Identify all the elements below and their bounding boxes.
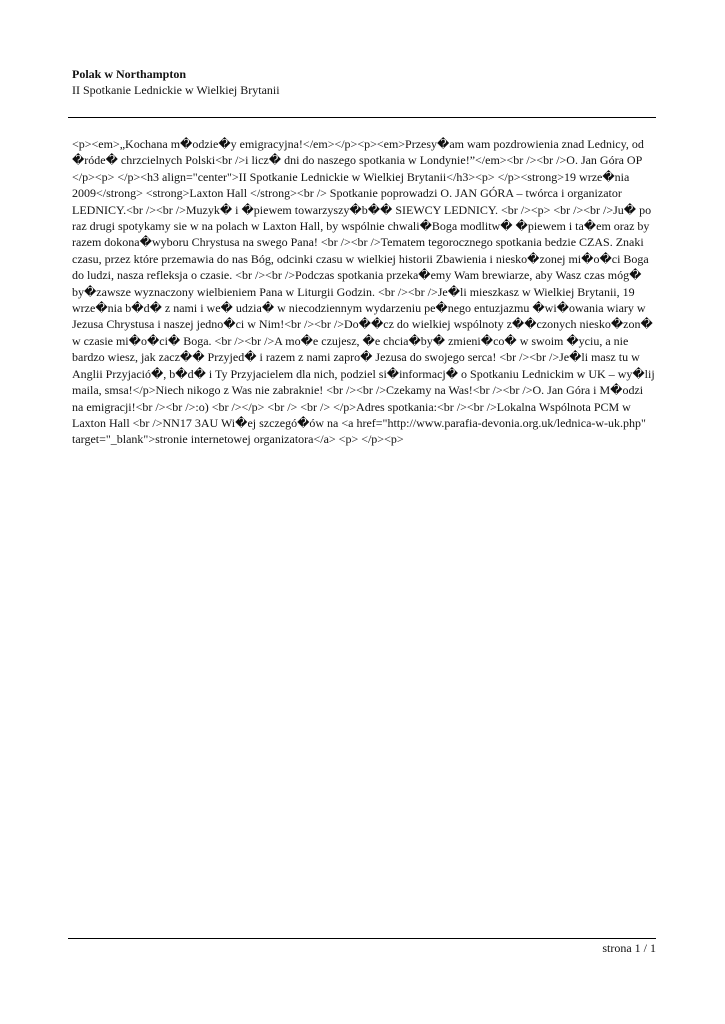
document-title: Polak w Northampton (72, 67, 187, 81)
page-number: strona 1 / 1 (602, 941, 656, 955)
footer-divider (68, 938, 656, 939)
header-divider (68, 117, 656, 118)
article-body: <p><em>„Kochana m�odzie�y emigracyjna!</em></p><p><em>Przesy�am wam pozdrowienia znad Lednicy, od �róde� chrzcielnych Polski<br />i licz� dni do naszego spotkania w Londynie!”</em><br /><br />O. Jan Góra OP </p><p> </p><h3 align="center">II Spotkanie Lednickie w Wielkiej Brytanii</h3><p> </p><strong>19 wrze�nia 2009</strong> <strong>Laxton Hall </strong><br /> Spotkanie poprowadzi O. JAN GÓRA – twórca i organizator LEDNICY.<br /><br />Muzyk� i �piewem towarzyszy�b�� SIEWCY LEDNICY. <br /><p> <br /><br />Ju� po raz drugi spotykamy sie w na polach w Laxton Hall, by wspólnie chwali�Boga modlitw� �piewem i ta�em oraz by razem dokona�wyboru Chrystusa na swego Pana! <br /><br />Tematem tegorocznego spotkania bedzie CZAS. Znaki czasu, przez które przemawia do nas Bóg, odcinki czasu w wielkiej historii Zbawienia i niesko�zonej mi�o�ci Boga do ludzi, nasza refleksja o czasie. <br /><br />Podczas spotkania przeka�emy Wam brewiarze, aby Wasz czas móg� by�zawsze wyznaczony wielbieniem Pana w Liturgii Godzin. <br /><br />Je�li mieszkasz w Wielkiej Brytanii, 19 wrze�nia b�d� z nami i we� udzia� w niecodziennym wydarzeniu pe�nego entuzjazmu �wi�owania wiary w Jezusa Chrystusa i naszej jedno�ci w Nim!<br /><br />Do��cz do wielkiej wspólnoty z��czonych niesko�zon� w czasie mi�o�ci� Boga. <br /><br />A mo�e czujesz, �e chcia�by� zmieni�co� w swoim �yciu, a nie bardzo wiesz, jak zacz�� Przyjed� i razem z nami zapro� Jezusa do swojego serca! <br /><br />Je�li masz tu w Anglii Przyjació�, b�d� i Ty Przyjacielem dla nich, podziel si�informacj� o Spotkaniu Lednickim w UK – wy�lij maila, smsa!</p>Niech nikogo z Was nie zabraknie! <br /><br />Czekamy na Was!<br /><br />O. Jan Góra i M�odzi na emigracji!<br /><br />:o) <br /></p> <br /> <br /> </p>Adres spotkania:<br /><br />Lokalna Wspólnota PCM w Laxton Hall <br />NN17 3AU Wi�ej szczegó�ów na <a href="http://www.parafia-devonia.org.uk/lednica-w-uk.php" target="_blank">stronie internetowej organizatora</a> <p> </p><p> (72, 137, 655, 447)
document-header (72, 66, 656, 98)
document-subtitle: II Spotkanie Lednickie w Wielkiej Brytanii (72, 83, 280, 97)
